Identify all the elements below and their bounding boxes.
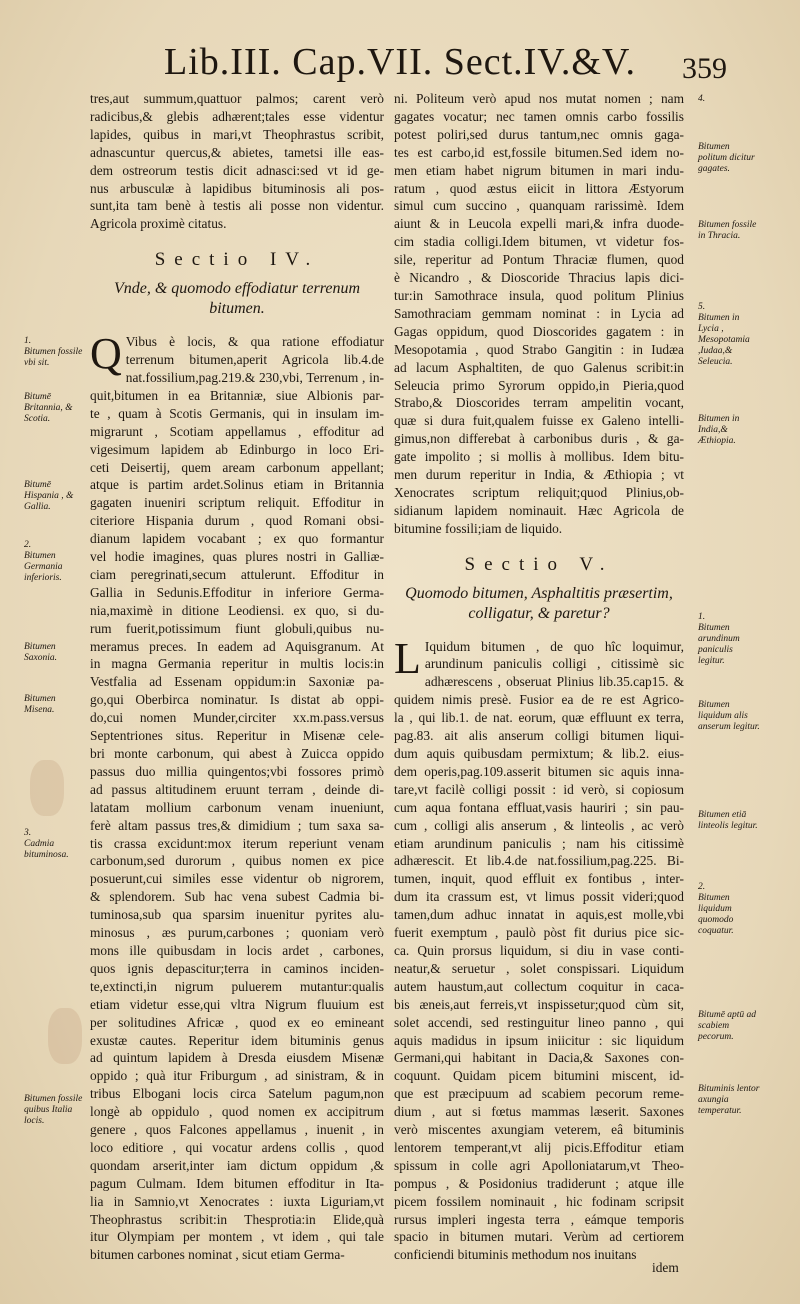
margin-text: Bitumen Misena.	[24, 694, 56, 715]
text-line: latatam mollium carbonum venam inueniunt,	[90, 799, 384, 815]
text-line: fuerit exemptum , paulò pòst fit durius pice sic-	[394, 925, 684, 941]
text-line: adnascuntur quercus,& abietes, tametsi ille eas-	[90, 144, 384, 160]
text-line: itur Olympiam per montem , vt idem , qui tale	[90, 1229, 384, 1245]
text-line: simul cum succino , quanquam rarissimè. Idem	[394, 198, 684, 214]
margin-text: Bitumen liquidum quomodo coquatur.	[698, 893, 734, 936]
text-line: mons ille quibusdam in locis ardet , carbones,	[90, 942, 384, 958]
text-line: quæ si dura fuit,qualem fuisse ex Galeno intelli-	[394, 413, 684, 429]
text-line: quit,bitumen in ea Britanniæ, siue Albionis par-	[90, 387, 384, 403]
text-line: exustæ cautes. Reperitur idem bituminis genus	[90, 1032, 384, 1048]
margin-text: Bitumen Saxonia.	[24, 642, 57, 663]
text-line: Vestfalia ad Essenam oppidum:in Saxoniæ pa-	[90, 674, 384, 690]
margin-text: Bitumen liquidum alis anserum legitur.	[698, 700, 760, 732]
text-line: tumen, inquit, quod effluit ex fontibus , inter-	[394, 871, 684, 887]
text-line: ferè altam passus tres,& dimidium ; tum saxa sa-	[90, 817, 384, 833]
margin-text: Bitumē Britannia, & Scotia.	[24, 392, 73, 424]
text-line: ad passus altitudinem eruunt terram , deinde di-	[90, 781, 384, 797]
text-line: Xenocrates scriptum reliquit;quod Plinius,ob-	[394, 484, 684, 500]
page-title: Lib.III. Cap.VII. Sect.IV.&V.	[164, 41, 636, 83]
drop-cap: Q	[90, 329, 122, 379]
text-line: loco editiore , qui vocatur ardens collis , quod	[90, 1139, 384, 1155]
text-line: ad lacum Asphaltiten, de quo Galenus scribit:in	[394, 359, 684, 375]
text-line: ad quintum lapidem à Dresda eiusdem Misenæ	[90, 1050, 384, 1066]
margin-note	[24, 694, 86, 716]
margin-note	[698, 612, 760, 667]
text-line: adhærescit. Et lib.4.de nat.fossilium,pag.225. Bi-	[394, 853, 684, 869]
margin-number: 2.	[698, 882, 706, 892]
text-line: gagates vocatur; nec tamen omnis carbo fossilis	[394, 108, 684, 124]
text-line: verò miscentes axungiam veterem, eâ bituminis	[394, 1122, 684, 1138]
text-line: passus duo millia quingentos;vbi fossores primò	[90, 763, 384, 779]
text-line: rum fuerit,potissimum fiunt globuli,quibus nu-	[90, 620, 384, 636]
margin-text: Bitumen in Lycia , Mesopotamia ,Iudaa,& Seleucia.	[698, 313, 750, 367]
text-line: te , quam à Scotis Germanis, qui in insulam im-	[90, 405, 384, 421]
text-line: vigesimum lapidem ab Edinburgo in loco Eri-	[90, 441, 384, 457]
text-line: in magna Germania reperitur in multis locis:in	[90, 656, 384, 672]
text-line: gagaten inueniri scriptum reliquit. Effoditur in	[90, 495, 384, 511]
text-line: tamen,dum adhuc innatat in aquis,est molle,vbi	[394, 907, 684, 923]
margin-note	[698, 220, 760, 242]
margin-note	[24, 480, 86, 513]
paper-stain	[48, 1008, 82, 1064]
text-line: aiunt & in Leucola expelli mari,& infra duode-	[394, 216, 684, 232]
text-line: sidianum lapidem nominauit. Hæc Agricola de	[394, 502, 684, 518]
text-line: Theophrastus scribit:in Thesprotia:in Elide,quà	[90, 1211, 384, 1227]
text-line: pagum Culmam. Idem bitumen effoditur in Ita-	[90, 1175, 384, 1191]
margin-note	[24, 828, 86, 861]
margin-note	[698, 700, 760, 733]
text-line: oppido ; quà itur Friburgum , ad sinistram, & in	[90, 1068, 384, 1084]
margin-number: 1.	[24, 336, 32, 346]
left-intro	[90, 90, 384, 233]
margin-number: 1.	[698, 612, 706, 622]
margin-note	[698, 882, 760, 937]
text-line: do,cui nomen Munder,circiter xx.m.pass.versus	[90, 710, 384, 726]
text-line: go,qui Oberbirca nominatur. Is distat ab oppi-	[90, 692, 384, 708]
text-line: ca. Quin prorsus liquidum, si diu in vase conti-	[394, 942, 684, 958]
right-intro	[394, 90, 684, 538]
margin-text: Bitumē Hispania , & Gallia.	[24, 480, 74, 512]
margin-text: Bitumen Germania inferioris.	[24, 551, 63, 583]
text-line: Iquidum bitumen , de quo hîc loquimur,	[424, 638, 684, 654]
margin-text: Bitumen politum dicitur gagates.	[698, 142, 755, 174]
text-line: bitumine fossili;iam de liquido.	[394, 520, 563, 536]
text-line: aquis madidus in ipsum iniicitur : sic liquidum	[394, 1032, 684, 1048]
margin-note	[698, 302, 760, 368]
margin-note	[24, 336, 86, 369]
text-line: ceti Deisertij, quem aream carbonum appellant;	[90, 459, 384, 475]
text-line: terrenum bitumen,aperit Agricola lib.4.de	[125, 352, 384, 368]
text-line: autem haustum,aut collectum coquitur in caca-	[394, 978, 684, 994]
text-line: ciam peregrinati,secum attulerunt. Effoditur in	[90, 566, 384, 582]
text-line: quondam arserit,inter iam dictum oppidum ,&	[90, 1157, 384, 1173]
text-line: cum , colligi alis anserum , & linteolis , ac verò	[394, 817, 684, 833]
text-line: gimus,non differebat à carbonibus duris , & ga-	[394, 431, 684, 447]
margin-text: Cadmia bituminosa.	[24, 839, 69, 860]
margin-note	[24, 642, 86, 664]
text-line: nus arbusculæ à lapidibus bituminosis ali pos-	[90, 180, 384, 196]
text-line: Samothraciam gemmam nominat : in Lycia ad	[394, 305, 684, 321]
text-line: nat.fossilium,pag.219.& 230,vbi, Terrenum , in-	[125, 369, 384, 385]
text-line: solet accendi, sed restinguitur lineo panno , qui	[394, 1014, 684, 1030]
text-line: radicibus,& glebis adhærent;tales esse videntur	[90, 108, 384, 124]
section-heading-iv: Sectio IV.	[154, 249, 320, 271]
text-line: dum ita crassum est, vt limus possit videri;quod	[394, 889, 684, 905]
text-line: adhærescens , obseruat Plinius lib.35.cap15. &	[424, 674, 684, 690]
text-line: conficiendi bituminis methodum nos inuitans	[394, 1247, 637, 1263]
text-line: spissum in colle agri Apolloniatarum,vt Theo-	[394, 1157, 684, 1173]
margin-number: 4.	[698, 94, 706, 104]
text-line: te,extincti,in nigrum puluerem mutantur:qualis	[90, 978, 384, 994]
right-body	[394, 633, 684, 1265]
text-line: neatur,& seruetur , solet conspissari. Liquidum	[394, 960, 684, 976]
text-line: picem fossilem nominauit , hic fodinam scripsit	[394, 1193, 684, 1209]
text-line: lapides, quibus in mari,vt Theophrastus scribit,	[90, 126, 384, 142]
text-line: pag.83. ait alis anserum colligi bitumen liqui-	[394, 728, 684, 744]
text-line: bis æneis,aut ferreis,vt inspissetur;quod cùm sit,	[394, 996, 684, 1012]
text-line: dem ostreorum testis dicit adnasci:sed vt id ge-	[90, 162, 384, 178]
text-line: & splendorem. Sub hac vena subest Cadmia bi-	[90, 889, 384, 905]
text-line: Mesopotamia , quod Strabo Gangitin : in Iudæa	[394, 341, 684, 357]
section-subtitle-v: Quomodo bitumen, Asphaltitis præsertim, colligatur, & paretur?	[405, 584, 673, 622]
text-line: dianum lapidem vocabant ; ex quo formantur	[90, 531, 384, 547]
margin-note	[698, 810, 760, 832]
left-body	[90, 329, 384, 1264]
text-line: lia in Samnio,vt Xenocrates : iuxta Liguriam,vt	[90, 1193, 384, 1209]
margin-note	[24, 392, 86, 425]
text-line: sunt,ita tam benè à testis ali posse non videntur.	[90, 198, 384, 214]
text-line: etiam videtur esse,qui vltra Nigrum fluuium est	[90, 996, 384, 1012]
margin-text: Bitumen fossile vbi sit.	[24, 347, 83, 368]
text-line: tes est carbo,id est,fossile bitumen.Sed idem no-	[394, 144, 684, 160]
text-line: ni. Politeum verò apud nos mutat nomen ; nam	[394, 91, 684, 106]
margin-number: 2.	[24, 540, 32, 550]
section-heading-v: Sectio V.	[464, 553, 614, 575]
text-line: vel hodie imagines, quas plures nostri in Galliæ-	[90, 549, 384, 565]
margin-text: Bitumen fossile in Thracia.	[698, 220, 757, 241]
text-line: meramus preces. In eadem ad Aquisgranum. At	[90, 638, 384, 654]
text-line: tare,vt facilè colligi possit : id verò, si copiosum	[394, 781, 684, 797]
margin-text: Bitumen in India,& Æthiopia.	[698, 414, 740, 446]
right-column	[394, 90, 684, 1264]
text-line: Vibus è locis, & qua ratione effodiatur	[125, 334, 384, 350]
paper-stain	[30, 760, 64, 816]
text-line: sile, reperitur ad Pontum Thraciæ flumen, quod	[394, 252, 684, 268]
margin-text: Bitumen arundinum paniculis legitur.	[698, 623, 740, 666]
text-line: lentorem temperant,vt alij picis.Effoditur etiam	[394, 1139, 684, 1155]
section-subtitle-iv: Vnde, & quomodo effodiatur terrenum bitumen.	[113, 280, 361, 318]
text-line: Strabo,& Dioscorides terram ampelitin vocant,	[394, 395, 684, 411]
text-line: tur:in Samothrace insula, quod politum Plinius	[394, 287, 684, 303]
text-line: etiam arundinum paniculis ; nam his citissimè	[394, 835, 684, 851]
text-line: Septentriones situs. Reperitur in Misenæ cele-	[90, 728, 384, 744]
margin-text: Bitumē aptū ad scabiem pecorum.	[698, 1010, 757, 1042]
margin-note	[698, 414, 760, 447]
margin-number: 3.	[24, 828, 32, 838]
text-line: spacio in bitumen mutari. Verùm ad certiorem	[394, 1229, 684, 1245]
page-number: 359	[682, 52, 727, 85]
text-line: tuminosa,sub qua sparsim inuenitur pyrites alu-	[90, 907, 384, 923]
text-line: tres,aut summum,quattuor palmos; carent verò	[90, 91, 384, 106]
text-line: gate impolito ; si mollis à mollibus. Idem bitu-	[394, 449, 684, 465]
left-column	[90, 90, 384, 1264]
text-line: bri monte carbonum, qui abest à Zuicca oppido	[90, 746, 384, 761]
text-line: potest poliri,sed durus tantum,nec omnis gaga-	[394, 126, 684, 142]
text-line: la , qui lib.1. de nat. eorum, quæ effluunt ex terra,	[394, 710, 684, 726]
text-line: cum aqua fontana effluat,vasis hauriri ; sin pau-	[394, 799, 684, 815]
text-line: Germani,qui habitant in Dacia,& Saxones con-	[394, 1050, 684, 1066]
text-line: atque is partim ardet.Solinus etiam in Britannia	[90, 477, 384, 493]
text-line: genere , quos Falcones appellamus , inuenit , in	[90, 1122, 384, 1138]
text-line: quidem nimis presè. Fusior ea de re est Agrico-	[394, 692, 684, 708]
text-line: dem operis,pag.109.asserit bitumen sic aquis inna-	[394, 763, 684, 779]
text-line: coquunt. Quidam picem bitumini miscent, id-	[394, 1068, 684, 1084]
margin-number: 5.	[698, 302, 706, 312]
margin-note	[698, 142, 760, 175]
text-line: cim stadia colligi.Idem bitumen, vt videtur fos-	[394, 234, 684, 250]
text-line: nia,maximè in ditione Leodiensi. ex quo, si du-	[90, 602, 384, 618]
margin-note	[698, 94, 760, 105]
text-line: men durum reperitur in India, & Æthiopia ; vt	[394, 467, 684, 483]
margin-note	[24, 540, 86, 584]
text-line: que est præcipuum ad scabiem pecorum reme-	[394, 1086, 684, 1102]
margin-text: Bitumen fossile quibus Italia locis.	[24, 1094, 83, 1126]
text-line: carbonum,sed durorum , quibus nomen ex pice	[90, 853, 384, 869]
text-line: migrarunt , Scotiam appellamus , effoditur ad	[90, 423, 384, 439]
text-line: per solitudines Africæ , quod ex eo emineant	[90, 1014, 384, 1030]
text-line: Seleucia primo Syrorum oppido,in Pieria,quod	[394, 377, 684, 393]
text-line: men etiam habet nigrum bitumen in mari indu-	[394, 162, 684, 178]
text-line: è Nicandro , & Dioscoride Thracius lapis dici-	[394, 270, 684, 286]
margin-note	[698, 1084, 760, 1117]
margin-text: Bitumen etiā linteolis legitur.	[698, 810, 758, 831]
text-line: quos ignis depascitur;terra in caminos inciden-	[90, 960, 384, 976]
text-line: Agricola proximè citatus.	[90, 216, 227, 232]
text-line: dum aquis quibusdam permixtum; & lib.2. eius-	[394, 746, 684, 761]
margin-note	[698, 1010, 760, 1043]
drop-cap: L	[394, 633, 421, 683]
text-line: rursus impleri ingesta terra , eámque temporis	[394, 1211, 684, 1227]
text-line: Gallia in Sedunis.Effoditur in inferiore Germa-	[90, 584, 384, 600]
catchword: idem	[652, 1260, 679, 1275]
text-line: dium , aut si fœtus mammas læserit. Saxones	[394, 1104, 684, 1120]
text-line: tis crassa excidunt:mox iterum reperiunt venam	[90, 835, 384, 851]
margin-note	[24, 1094, 86, 1127]
text-line: minosus , æs purum,carbones ; quoniam verò	[90, 925, 384, 941]
text-line: Gagas oppidum, quod Dioscorides gagatem : in	[394, 323, 684, 339]
margin-text: Bituminis lentor axungia temperatur.	[698, 1084, 760, 1116]
text-line: citeriore Hispania durum , quod Romani obsi-	[90, 513, 384, 529]
text-line: longè ab oppidulo , quod nomen ex accipitrum	[90, 1104, 384, 1120]
text-line: pompus , & Posidonius tradiderunt ; atque ille	[394, 1175, 684, 1191]
text-line: bitumen carbones nominat , sicut etiam Germa-	[90, 1247, 345, 1263]
text-line: posuerunt,cui similes esse videntur ob nigrorem,	[90, 871, 384, 887]
text-line: tribus Elbogani locis circa Satelum pagum,non	[90, 1086, 384, 1102]
text-line: ratum , quod æstus eiicit in littora Æstyorum	[394, 180, 684, 196]
text-line: arundinum paniculis colligi , citissimè sic	[424, 656, 684, 672]
